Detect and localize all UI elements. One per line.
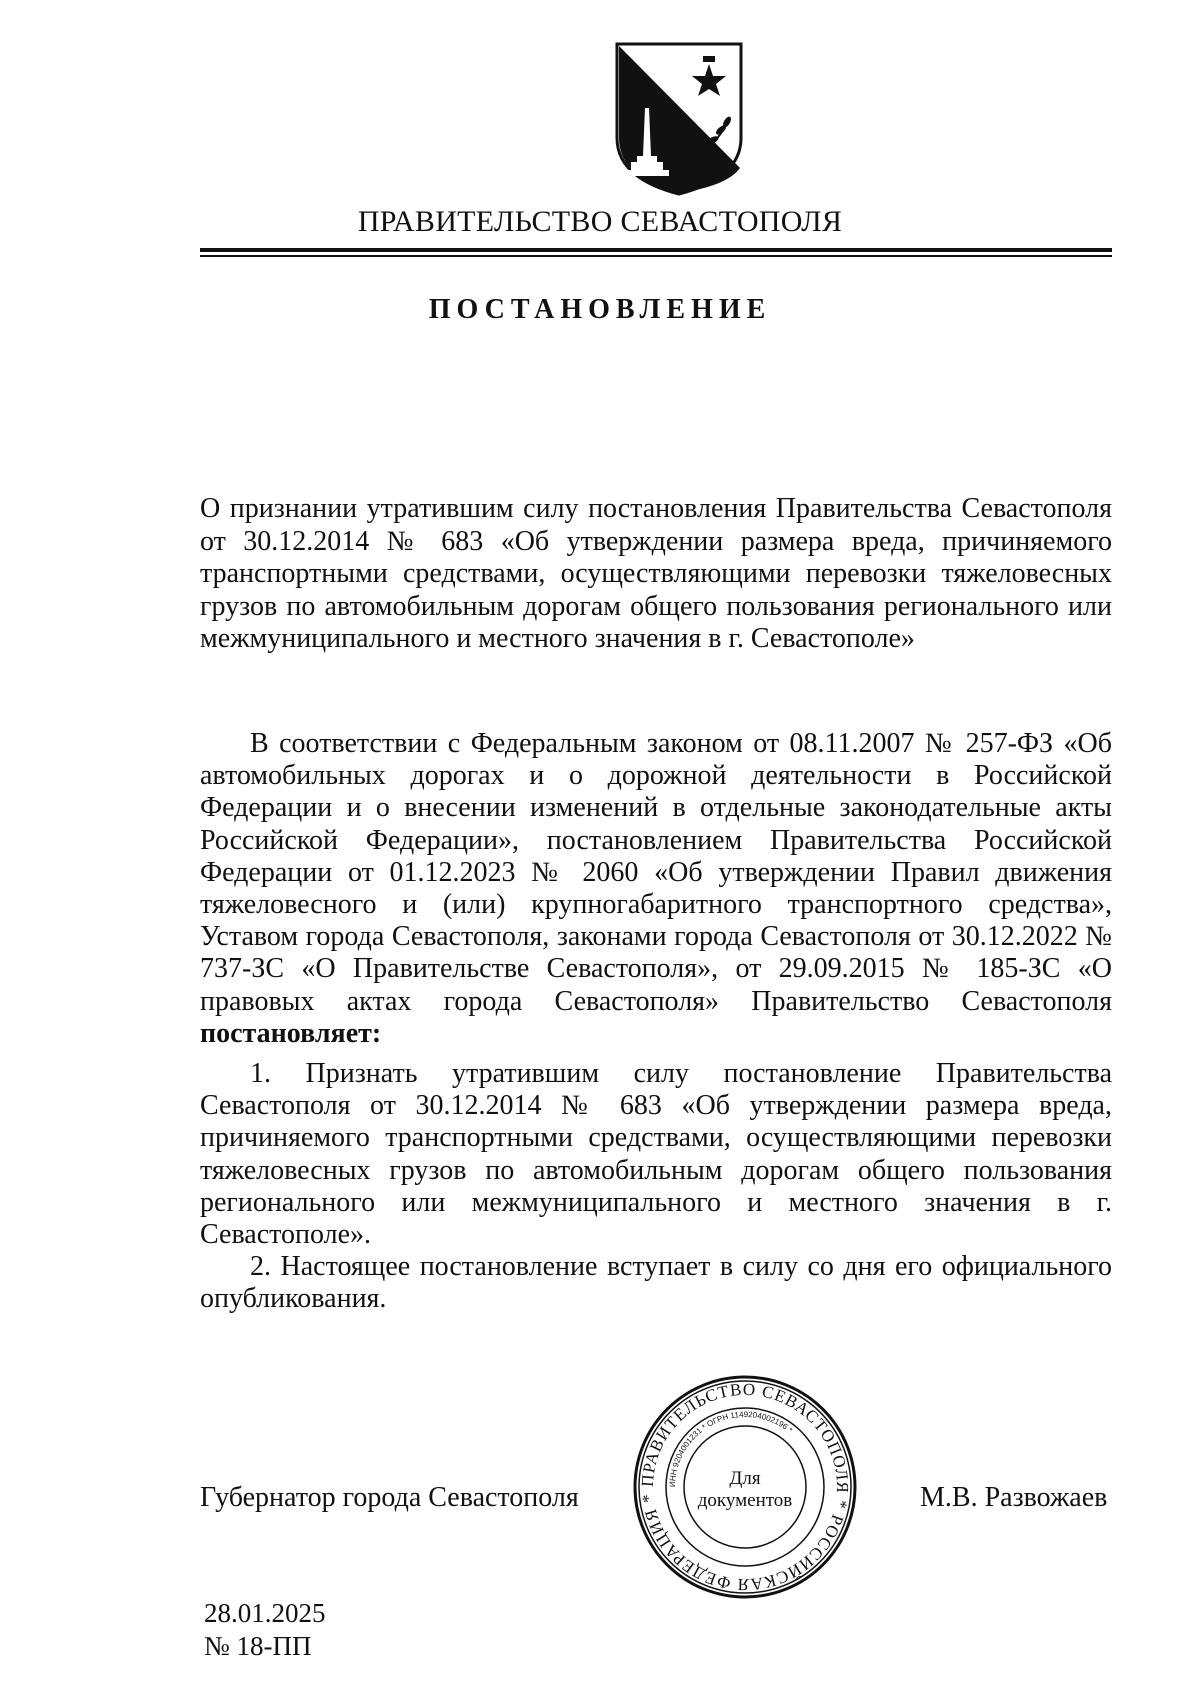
resolution-points <box>200 1058 1112 1316</box>
sevastopol-coat-of-arms-icon <box>609 38 749 198</box>
stamp-center-line-2: документов <box>697 1490 793 1511</box>
header-divider-thick <box>200 248 1112 252</box>
header-divider-thin <box>200 255 1112 257</box>
government-title: ПРАВИТЕЛЬСТВО СЕВАСТОПОЛЯ <box>357 205 843 238</box>
document-date: 28.01.2025 <box>204 1598 326 1628</box>
signer-position: Губернатор города Севастополя <box>200 1482 579 1513</box>
stamp-inner-ring-text: ИНН 9204001231 * ОГРН 1149204002196 * <box>667 1409 795 1488</box>
document-number: № 18-ПП <box>204 1631 312 1661</box>
signer-name: М.В. Развожаев <box>920 1482 1108 1513</box>
point-1: 1. Признать утратившим силу постановление Правительства Севастополя от 30.12.2014 № 683 «Об утверждении размера вреда, причиняемого транспортными средствами, осуществляющими перевозки тяжеловесных грузов по автомобильным дорогам общего пользования регионального или межмуниципального и местного значения в г. Севастополе». <box>200 1058 1112 1251</box>
preamble-text: В соответствии с Федеральным законом от 08.11.2007 № 257-ФЗ «Об автомобильных дорогах и о дорожной деятельности в Российской Федерации и о внесении изменений в отдельные законодательные акты Российской Федерации», постановлением Правительства Российской Федерации от 01.12.2023 № 2060 «Об утверждении Правил движения тяжеловесного и (или) крупногабаритного транспортного средства», Уставом города Севастополя, законами города Севастополя от 30.12.2022 № 737-ЗС «О Правительстве Севастополя», от 29.09.2015 № 185-ЗС «О правовых актах города Севастополя» Правительство Севастополя <box>200 728 1112 1017</box>
document-type-title: ПОСТАНОВЛЕНИЕ <box>428 294 772 325</box>
resolution-subject: О признании утратившим силу постановления Правительства Севастополя от 30.12.2014 № 683 «Об утверждении размера вреда, причиняемого транспортными средствами, осуществляющими перевозки тяжеловесных грузов по автомобильным дорогам общего пользования регионального или межмуниципального и местного значения в г. Севастополе» <box>200 493 1112 654</box>
preamble-paragraph <box>200 728 1112 1050</box>
decree-word: постановляет: <box>200 1017 382 1049</box>
stamp-outer-ring-text: ПРАВИТЕЛЬСТВО СЕВАСТОПОЛЯ * РОССИЙСКАЯ ФЕДЕРАЦИЯ * <box>637 1379 853 1595</box>
official-stamp <box>632 1374 858 1600</box>
stamp-center-line-1: Для <box>729 1468 761 1489</box>
point-2: 2. Настоящее постановление вступает в силу со дня его официального опубликования. <box>200 1251 1112 1315</box>
